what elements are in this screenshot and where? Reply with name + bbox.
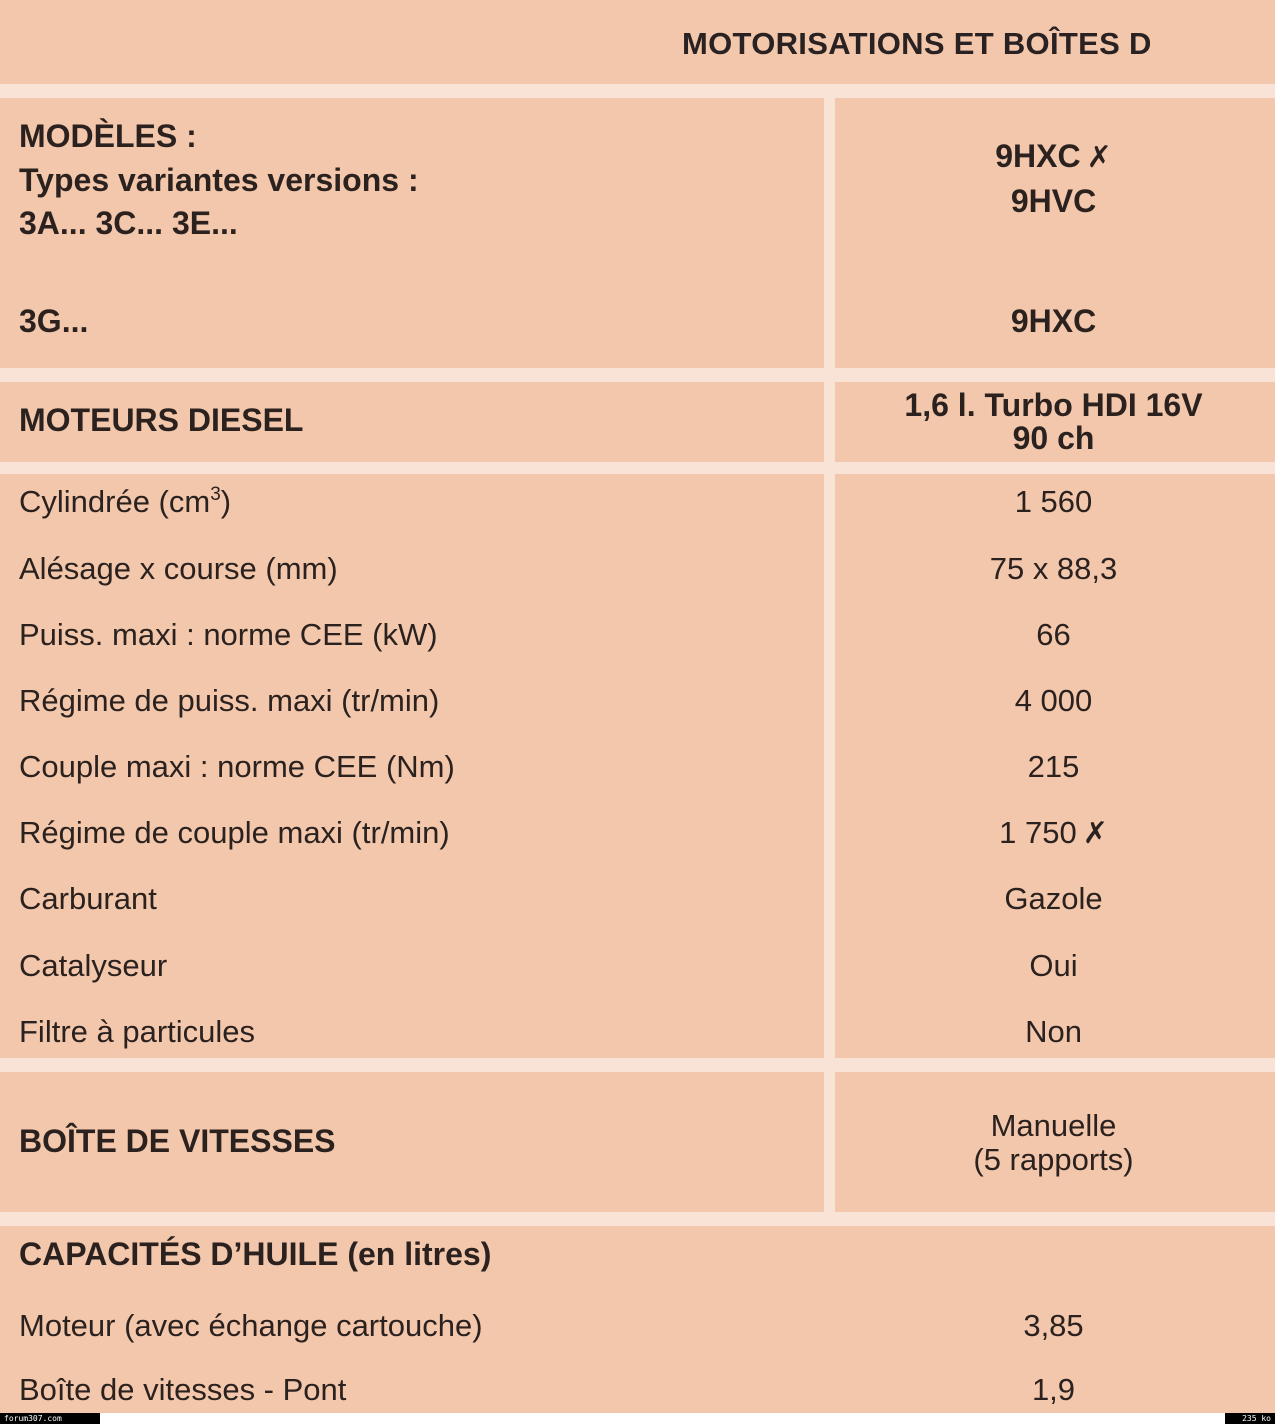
separator-models	[0, 368, 1275, 382]
spec-value-couple: 215	[1027, 749, 1080, 784]
oil-label-moteur: Moteur (avec échange cartouche)	[19, 1308, 483, 1343]
oil-label-boite: Boîte de vitesses - Pont	[19, 1372, 347, 1407]
models-heading: MODÈLES :	[19, 118, 197, 154]
model-code-text: 9HXC	[995, 138, 1081, 174]
model-code-9hxc	[835, 140, 1272, 174]
cylindree-close: )	[220, 484, 232, 519]
gearbox-type: Manuelle	[990, 1108, 1117, 1143]
gearbox-ratios: (5 rapports)	[973, 1142, 1134, 1177]
oil-value-moteur: 3,85	[1023, 1308, 1084, 1343]
footer-source: forum307.com	[0, 1413, 100, 1424]
spec-label-catalyseur: Catalyseur	[19, 948, 168, 983]
models-types-label: Types variantes versions :	[19, 162, 419, 198]
separator-gearbox	[0, 1212, 1275, 1226]
spec-value-alesage: 75 x 88,3	[989, 551, 1118, 586]
spec-label-cylindree	[19, 485, 231, 518]
cylindree-superscript: 3	[210, 484, 221, 505]
separator-diesel	[0, 462, 1275, 474]
spec-label-regime-couple: Régime de couple maxi (tr/min)	[19, 815, 450, 850]
spec-value-regime-couple	[835, 816, 1272, 850]
gearbox-heading: BOÎTE DE VITESSES	[19, 1123, 336, 1159]
oil-value-boite: 1,9	[1031, 1372, 1076, 1407]
spec-label-carburant: Carburant	[19, 881, 157, 916]
model-code-9hvc: 9HVC	[1010, 183, 1097, 219]
spec-value-catalyseur: Oui	[1029, 948, 1078, 983]
spec-label-puissance: Puiss. maxi : norme CEE (kW)	[19, 617, 438, 652]
spec-value-filtre: Non	[1025, 1014, 1082, 1049]
handwritten-cross-icon: ✗	[1082, 817, 1108, 850]
oil-heading: CAPACITÉS D’HUILE (en litres)	[19, 1236, 492, 1272]
spec-label-regime-puissance: Régime de puiss. maxi (tr/min)	[19, 683, 440, 718]
footer-filesize: 235 ko	[1225, 1413, 1275, 1424]
spec-label-filtre: Filtre à particules	[19, 1014, 256, 1049]
spec-label-couple: Couple maxi : norme CEE (Nm)	[19, 749, 455, 784]
spec-value-regime-puissance: 4 000	[1014, 683, 1093, 718]
model-code-3g: 9HXC	[1010, 303, 1097, 339]
separator-top	[0, 84, 1275, 98]
page-title: MOTORISATIONS ET BOÎTES D	[682, 26, 1152, 61]
spec-label-alesage: Alésage x course (mm)	[19, 551, 338, 586]
diesel-heading: MOTEURS DIESEL	[19, 402, 304, 438]
spec-value-puissance: 66	[1036, 617, 1071, 652]
models-3g-label: 3G...	[19, 303, 89, 339]
regime-couple-text: 1 750	[999, 815, 1077, 850]
cylindree-text: Cylindrée (cm	[19, 484, 211, 519]
footer-bar	[0, 1413, 1275, 1424]
diesel-engine-name: 1,6 l. Turbo HDI 16V	[904, 387, 1203, 423]
separator-specs	[0, 1058, 1275, 1072]
models-versions-label: 3A... 3C... 3E...	[19, 205, 238, 241]
column-separator	[824, 98, 835, 1226]
spec-value-cylindree: 1 560	[1014, 484, 1093, 519]
diesel-engine-power: 90 ch	[1012, 420, 1095, 456]
handwritten-cross-icon: ✗	[1086, 141, 1112, 174]
spec-value-carburant: Gazole	[1004, 881, 1103, 916]
